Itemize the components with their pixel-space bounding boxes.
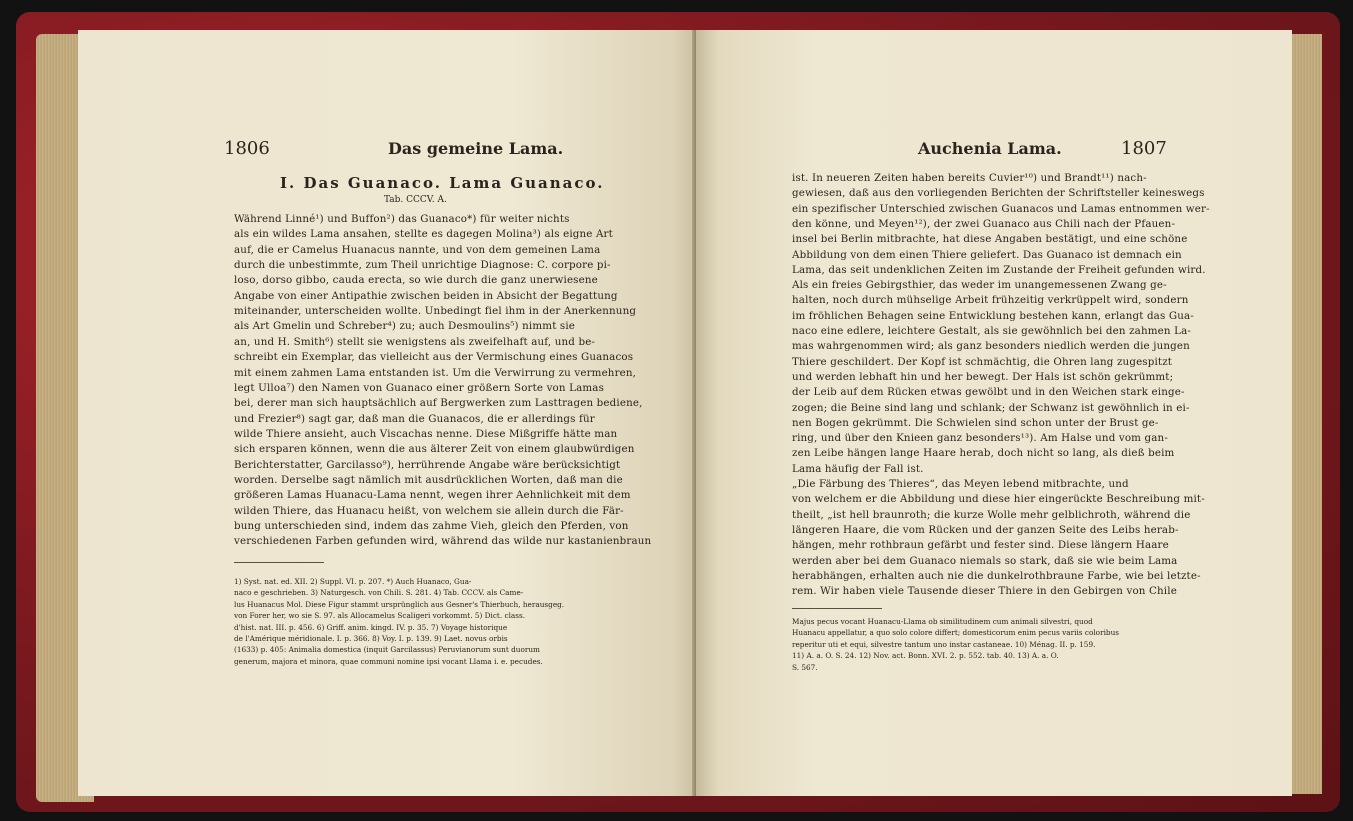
- plate-reference: Tab. CCCV. A.: [384, 195, 447, 205]
- text-line: mit einem zahmen Lama entstanden ist. Um die Verwirrung zu vermehren,: [234, 366, 637, 379]
- footnote-line: naco e geschrieben. 3) Naturgesch. von Chili. S. 281. 4) Tab. CCCV. als Came-: [234, 588, 524, 598]
- text-line: und werden lebhaft hin und her bewegt. Der Hals ist schön gekrümmt;: [792, 370, 1174, 383]
- footnote-line: generum, majora et minora, quae communi nomine ipsi vocant Llama i. e. pecudes.: [234, 656, 543, 666]
- text-line: mas wahrgenommen wird; als ganz besonders niedlich werden die jungen: [792, 340, 1190, 353]
- left-running-head: Das gemeine Lama.: [388, 139, 564, 158]
- text-line: halten, noch durch mühselige Arbeit frühzeitig verkrüppelt wird, sondern: [792, 294, 1189, 307]
- text-line: theilt, „ist hell braunroth; die kurze Wolle mehr gelblichroth, während die: [792, 508, 1191, 521]
- footnote-rule: [234, 562, 324, 563]
- footnote-line: de l'Amérique méridionale. I. p. 366. 8) Voy. I. p. 139. 9) Laet. novus orbis: [234, 634, 508, 643]
- text-line: nen Bogen gekrümmt. Die Schwielen sind schon unter der Brust ge-: [792, 416, 1159, 429]
- book-cover: [16, 12, 1340, 812]
- text-line: „Die Färbung des Thieres“, das Meyen lebend mitbrachte, und: [792, 478, 1129, 490]
- text-line: verschiedenen Farben gefunden wird, während das wilde nur kastanienbraun: [234, 535, 652, 548]
- text-line: durch die unbestimmte, zum Theil unrichtige Diagnose: C. corpore pi-: [234, 259, 611, 272]
- text-line: worden. Derselbe sagt nämlich mit ausdrücklichen Worten, daß man die: [234, 473, 623, 486]
- text-line: ist. In neueren Zeiten haben bereits Cuvier¹⁰) und Brandt¹¹) nach-: [792, 172, 1147, 184]
- text-line: wilden Thiere, das Huanacu heißt, von welchem sie allein durch die Fär-: [234, 504, 624, 517]
- text-line: als Art Gmelin und Schreber⁴) zu; auch Desmoulins⁵) nimmt sie: [234, 320, 576, 333]
- footnote-line: d'hist. nat. III. p. 456. 6) Griff. anim. kingd. IV. p. 35. 7) Voyage historique: [234, 622, 508, 632]
- footnote-line: Majus pecus vocant Huanacu-Llama ob similitudinem cum animali silvestri, quod: [792, 617, 1093, 626]
- footnote-line: 11) A. a. O. S. 24. 12) Nov. act. Bonn. XVI. 2. p. 552. tab. 40. 13) A. a. O.: [792, 651, 1059, 661]
- text-line: als ein wildes Lama ansahen, stellte es dagegen Molina³) als eigne Art: [234, 228, 613, 241]
- text-line: Als ein freies Gebirgsthier, das weder im unangemessenen Zwang ge-: [792, 279, 1167, 292]
- text-line: rem. Wir haben viele Tausende dieser Thiere in den Gebirgen von Chile: [792, 585, 1177, 598]
- text-line: naco eine edlere, leichtere Gestalt, als sie gewöhnlich bei den zahmen La-: [792, 325, 1191, 337]
- section-heading: I. Das Guanaco. Lama Guanaco.: [280, 174, 605, 192]
- text-line: wilde Thiere ansieht, auch Viscachas nenne. Diese Mißgriffe hätte man: [234, 427, 618, 440]
- text-line: an, und H. Smith⁶) stellt sie wenigstens als zweifelhaft auf, und be-: [234, 335, 596, 348]
- left-page-number: 1806: [224, 138, 270, 159]
- text-line: legt Ulloa⁷) den Namen von Guanaco einer größern Sorte von Lamas: [234, 381, 605, 394]
- footnote-line: lus Huanacus Mol. Diese Figur stammt ursprünglich aus Gesner's Thierbuch, herausgeg.: [234, 599, 565, 609]
- text-line: ein spezifischer Unterschied zwischen Guanacos und Lamas entnommen wer-: [792, 202, 1210, 215]
- text-line: sich ersparen können, wenn die aus älterer Zeit von einem glaubwürdigen: [234, 443, 635, 456]
- footnote-rule: [792, 608, 882, 609]
- text-line: Berichterstatter, Garcilasso⁹), herrührende Angabe wäre berücksichtigt: [234, 458, 621, 471]
- text-line: schreibt ein Exemplar, das vielleicht aus der Vermischung eines Guanacos: [234, 351, 634, 364]
- text-line: zogen; die Beine sind lang und schlank; der Schwanz ist gewöhnlich in ei-: [792, 401, 1190, 414]
- text-line: im fröhlichen Behagen seine Entwicklung bestehen kann, erlangt das Gua-: [792, 309, 1194, 322]
- text-line: Abbildung von dem einen Thiere geliefert. Das Guanaco ist demnach ein: [792, 248, 1182, 261]
- text-line: ring, und über den Knieen ganz besonders¹³). Am Halse und vom gan-: [792, 432, 1168, 445]
- text-line: auf, die er Camelus Huanacus nannte, und von dem gemeinen Lama: [234, 243, 601, 256]
- text-line: loso, dorso gibbo, cauda erecta, so wie durch die ganz unerwiesene: [234, 274, 598, 287]
- text-line: den könne, und Meyen¹²), der zwei Guanaco aus Chili nach der Pfauen-: [792, 217, 1176, 230]
- text-line: miteinander, unterscheiden wollte. Unbedingt fiel ihm in der Anerkennung: [234, 305, 637, 318]
- footnote-line: Huanacu appellatur, a quo solo colore differt; domesticorum enim pecus variis coloribus: [792, 628, 1120, 638]
- right-page-number: 1807: [1121, 138, 1167, 159]
- text-line: hängen, mehr rothbraun gefärbt und fester sind. Diese längern Haare: [792, 539, 1169, 552]
- right-running-head: Auchenia Lama.: [918, 139, 1062, 158]
- text-line: Lama häufig der Fall ist.: [792, 462, 924, 475]
- text-line: und Frezier⁸) sagt gar, daß man die Guanacos, die er allerdings für: [234, 412, 595, 425]
- footnote-line: S. 567.: [792, 662, 818, 672]
- text-line: werden aber bei dem Guanaco niemals so stark, daß sie wie beim Lama: [792, 554, 1178, 567]
- left-page: [78, 30, 698, 796]
- text-line: längeren Haare, die vom Rücken und der ganzen Seite des Leibs herab-: [792, 523, 1179, 536]
- text-line: Angabe von einer Antipathie zwischen beiden in Absicht der Begattung: [234, 289, 618, 302]
- text-line: herabhängen, erhalten auch nie die dunkelrothbraune Farbe, wie bei letzte-: [792, 569, 1201, 582]
- text-line: der Leib auf dem Rücken etwas gewölbt und in den Weichen stark einge-: [792, 386, 1185, 399]
- text-line: Thiere geschildert. Der Kopf ist schmächtig, die Ohren lang zugespitzt: [792, 355, 1173, 368]
- footnote-line: 1) Syst. nat. ed. XII. 2) Suppl. VI. p. 207. *) Auch Huanaco, Gua-: [234, 577, 472, 586]
- text-line: bung unterschieden sind, indem das zahme Vieh, gleich den Pferden, von: [234, 520, 629, 532]
- text-line: gewiesen, daß aus den vorliegenden Berichten der Schriftsteller keineswegs: [792, 187, 1205, 200]
- text-line: Während Linné¹) und Buffon²) das Guanaco*) für weiter nichts: [234, 213, 570, 225]
- text-line: Lama, das seit undenklichen Zeiten im Zustande der Freiheit gefunden wird.: [792, 263, 1206, 276]
- text-line: größeren Lamas Huanacu-Lama nennt, wegen ihrer Aehnlichkeit mit dem: [234, 489, 631, 502]
- footnote-line: reperitur uti et equi, silvestre tantum uno instar castaneae. 10) Ménag. II. p. 159.: [792, 639, 1096, 649]
- text-line: bei, derer man sich hauptsächlich auf Bergwerken zum Lasttragen bediene,: [234, 397, 643, 410]
- text-line: insel bei Berlin mitbrachte, hat diese Angaben bestätigt, und eine schöne: [792, 233, 1188, 246]
- footnote-line: von Forer her, wo sie S. 97. als Allocamelus Scaligeri vorkommt. 5) Dict. class.: [234, 611, 526, 621]
- text-line: von welchem er die Abbildung und diese hier eingerückte Beschreibung mit-: [792, 493, 1205, 506]
- footnote-line: (1633) p. 405: Animalia domestica (inquit Garcilassus) Peruvianorum sunt duorum: [234, 645, 540, 655]
- right-page: [696, 30, 1292, 796]
- text-line: zen Leibe hängen lange Haare herab, doch nicht so lang, als dieß beim: [792, 447, 1175, 460]
